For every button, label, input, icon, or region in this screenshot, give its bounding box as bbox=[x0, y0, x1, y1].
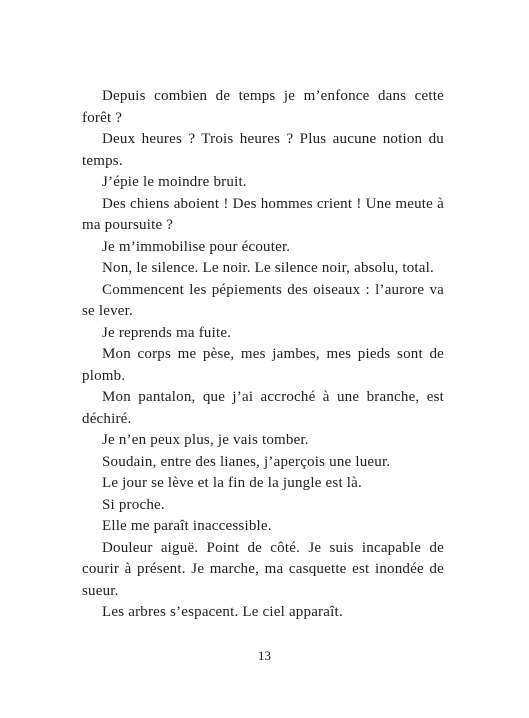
paragraph: Mon pantalon, que j’ai accroché à une branche, est déchiré. bbox=[82, 389, 444, 427]
paragraph: Le jour se lève et la fin de la jungle est là. bbox=[102, 475, 362, 491]
paragraph: Si proche. bbox=[102, 496, 165, 513]
paragraph: Des chiens aboient ! Des hommes crient ! Une meute à ma poursuite ? bbox=[82, 195, 444, 233]
paragraph: Douleur aiguë. Point de côté. Je suis incapable de courir à présent. Je marche, ma casquette est inondée de sueur. bbox=[82, 539, 444, 599]
paragraph: Deux heures ? Trois heures ? Plus aucune notion du temps. bbox=[82, 131, 444, 169]
paragraph: J’épie le moindre bruit. bbox=[102, 174, 247, 190]
paragraph: Soudain, entre des lianes, j’aperçois une lueur. bbox=[102, 453, 391, 470]
paragraph: Elle me paraît inaccessible. bbox=[102, 518, 272, 534]
paragraph: Depuis combien de temps je m’enfonce dans cette forêt ? bbox=[82, 88, 444, 126]
body-text bbox=[82, 86, 444, 624]
paragraph: Mon corps me pèse, mes jambes, mes pieds sont de plomb. bbox=[82, 346, 444, 384]
paragraph: Commencent les pépiements des oiseaux : l’aurore va se lever. bbox=[82, 281, 444, 319]
paragraph: Je reprends ma fuite. bbox=[102, 324, 232, 341]
paragraph: Je n’en peux plus, je vais tomber. bbox=[102, 432, 309, 448]
paragraph: Les arbres s’espacent. Le ciel apparaît. bbox=[102, 604, 343, 620]
paragraph: Non, le silence. Le noir. Le silence noir, absolu, total. bbox=[102, 260, 434, 276]
page-number: 13 bbox=[258, 648, 271, 663]
paragraph: Je m’immobilise pour écouter. bbox=[102, 238, 291, 255]
